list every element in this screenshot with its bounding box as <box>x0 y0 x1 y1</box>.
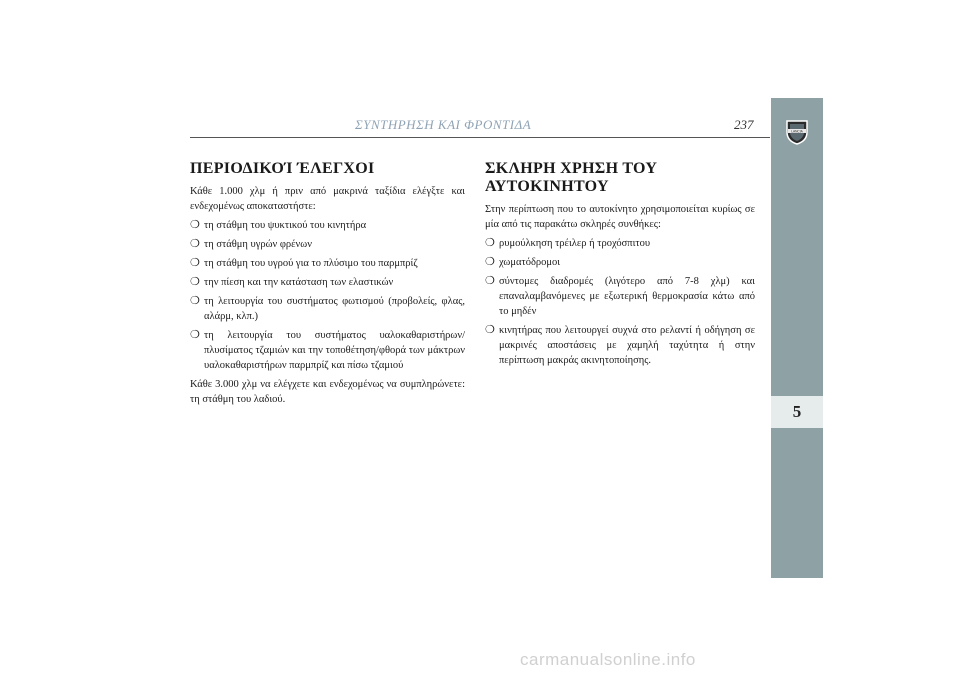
list-item: ❍ χωματόδρομοι <box>485 256 561 268</box>
watermark: carmanualsonline.info <box>520 650 696 669</box>
logo-lettering: LANCIA <box>791 129 803 134</box>
list-item: ❍ τη στάθμη του υγρού για το πλύσιμο του παρμπρίζ <box>190 257 418 269</box>
bullet-circle-icon: ❍ <box>190 257 200 269</box>
bullet-circle-icon: ❍ <box>190 276 200 288</box>
checks-list <box>190 218 465 373</box>
bullet-circle-icon: ❍ <box>190 329 200 341</box>
list-item: ❍ την πίεση και την κατάσταση των ελαστικών <box>190 276 394 288</box>
page-header-title: ΣΥΝΤΗΡΗΣΗ ΚΑΙ ΦΡΟΝΤΙΔΑ <box>355 117 532 132</box>
outro-paragraph: Κάθε 3.000 χλμ να ελέγχετε και ενδεχομένως να συμπληρώνετε: τη στάθμη του λαδιού. <box>190 379 465 405</box>
bullet-circle-icon: ❍ <box>485 275 495 287</box>
list-item: ❍ τη λειτουργία του συστήματος φωτισμού (προβολείς, φλας, αλάρμ, κλπ.) <box>190 295 465 322</box>
list-item: ❍ τη στάθμη υγρών φρένων <box>190 238 312 250</box>
page-number: 237 <box>734 117 754 132</box>
chapter-number: 5 <box>771 396 823 428</box>
intro-paragraph: Στην περίπτωση που το αυτοκίνητο χρησιμοποιείται κυρίως σε μία από τις παρακάτω σκληρές συνθήκες: <box>485 204 755 230</box>
bullet-circle-icon: ❍ <box>485 324 495 336</box>
bullet-circle-icon: ❍ <box>190 238 200 250</box>
section-heading: ΠΕΡΙΟΔΙΚΟΊ ΈΛΕΓΧΟΙ <box>190 160 375 177</box>
list-item: ❍ κινητήρας που λειτουργεί συχνά στο ρελαντί ή οδήγηση σε μακρινές αποστάσεις με χαμηλή ταχύτητα ή στην περίπτωση μακράς ακινητοποίησης. <box>485 324 755 366</box>
conditions-list <box>485 236 755 368</box>
bullet-circle-icon: ❍ <box>190 219 200 231</box>
list-item: ❍ σύντομες διαδρομές (λιγότερο από 7-8 χλμ) και επαναλαμβανόμενες με εξωτερική θερμοκρασία κάτω από το μηδέν <box>485 275 755 317</box>
bullet-circle-icon: ❍ <box>190 295 200 307</box>
lancia-logo-icon <box>783 118 811 146</box>
severe-use-section <box>485 160 755 372</box>
intro-paragraph: Κάθε 1.000 χλμ ή πριν από μακρινά ταξίδια ελέγξτε και ενδεχομένως αποκαταστήστε: <box>190 186 465 212</box>
periodic-checks-section <box>190 160 465 411</box>
chapter-tab <box>771 98 823 578</box>
header-divider <box>190 137 770 138</box>
section-heading: ΣΚΛΗΡΗ ΧΡΗΣΗ ΤΟΥ ΑΥΤΟΚΙΝΗΤΟΥ <box>485 160 658 195</box>
bullet-circle-icon: ❍ <box>485 256 495 268</box>
list-item: ❍ τη στάθμη του ψυκτικού του κινητήρα <box>190 219 367 231</box>
list-item: ❍ τη λειτουργία του συστήματος υαλοκαθαριστήρων/πλυσίματος τζαμιών και την τοποθέτηση/φθορά των μάκτρων υαλοκαθαριστήρων παρμπρίζ και πίσω τζαμιού <box>190 329 465 371</box>
list-item: ❍ ρυμούλκηση τρέιλερ ή τροχόσπιτου <box>485 237 651 249</box>
bullet-circle-icon: ❍ <box>485 237 495 249</box>
